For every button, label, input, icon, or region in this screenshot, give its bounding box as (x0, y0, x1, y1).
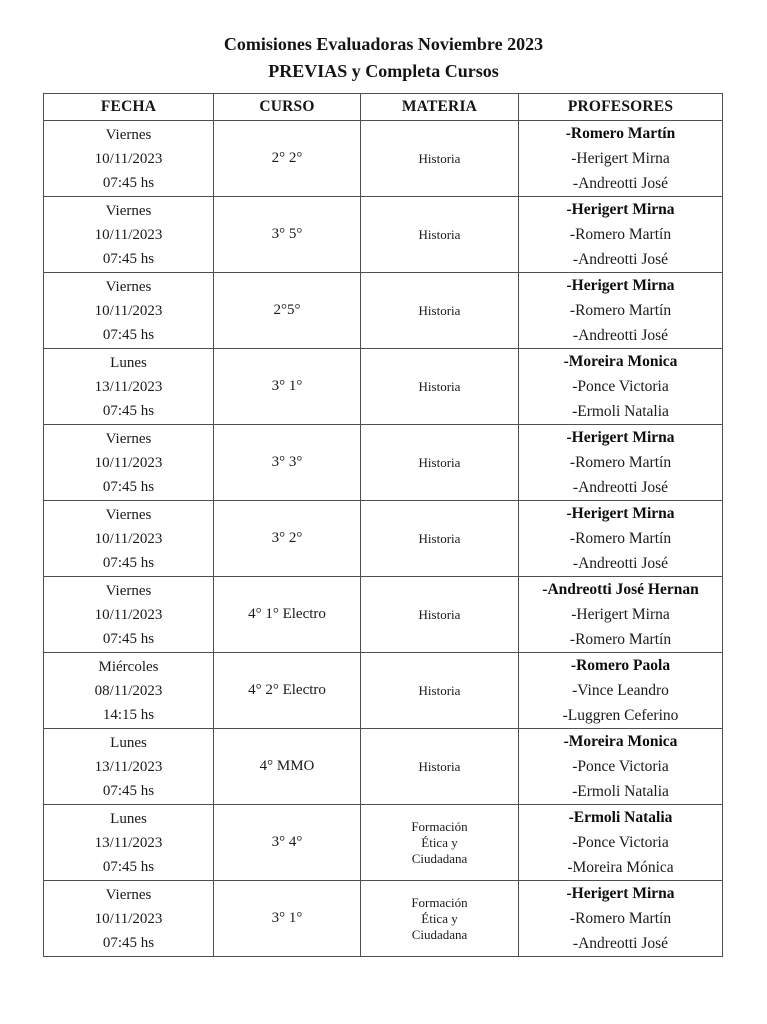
profesor-name: -Herigert Mirna (566, 505, 675, 522)
profesor-name: -Ermoli Natalia (572, 783, 669, 800)
profesores-cell (519, 577, 723, 653)
curso-cell: 2°5° (214, 273, 361, 349)
materia-line: Ciudadana (411, 926, 468, 942)
table-row (44, 577, 723, 653)
curso-cell: 2° 2° (214, 121, 361, 197)
profesor-name: -Herigert Mirna (566, 277, 675, 294)
profesor-name: -Romero Martín (569, 530, 672, 547)
table-row (44, 121, 723, 197)
profesor-name: -Romero Martín (569, 631, 672, 648)
materia-line: Historia (418, 302, 461, 318)
materia-line: Historia (418, 682, 461, 698)
materia-line: Historia (418, 150, 461, 166)
profesor-name: -Ermoli Natalia (568, 809, 673, 826)
fecha-line: Viernes (105, 430, 152, 447)
table-row (44, 805, 723, 881)
curso-cell: 4° MMO (214, 729, 361, 805)
materia-line: Historia (418, 606, 461, 622)
fecha-cell (44, 881, 214, 957)
table-row (44, 729, 723, 805)
fecha-line: Viernes (105, 582, 152, 599)
fecha-line: 10/11/2023 (94, 454, 163, 471)
profesor-name: -Andreotti José (572, 479, 669, 496)
materia-line: Historia (418, 378, 461, 394)
profesor-name: -Andreotti José (572, 555, 669, 572)
profesores-cell (519, 273, 723, 349)
profesor-name: -Herigert Mirna (566, 201, 675, 218)
fecha-line: 07:45 hs (102, 326, 155, 343)
materia-cell (361, 729, 519, 805)
fecha-line: 07:45 hs (102, 174, 155, 191)
materia-cell (361, 273, 519, 349)
fecha-cell (44, 197, 214, 273)
profesor-name: -Herigert Mirna (571, 150, 670, 167)
fecha-line: 07:45 hs (102, 630, 155, 647)
profesores-cell (519, 425, 723, 501)
profesores-cell (519, 349, 723, 425)
profesor-name: -Romero Martín (565, 125, 676, 142)
profesores-cell (519, 197, 723, 273)
column-header-profesores: PROFESORES (519, 94, 723, 121)
fecha-line: 10/11/2023 (94, 302, 163, 319)
materia-cell (361, 653, 519, 729)
fecha-line: 07:45 hs (102, 250, 155, 267)
materia-line: Formación (411, 818, 468, 834)
profesor-name: -Andreotti José (572, 935, 669, 952)
profesor-name: -Ermoli Natalia (572, 403, 669, 420)
fecha-line: 14:15 hs (102, 706, 155, 723)
materia-cell (361, 501, 519, 577)
page-title (0, 0, 767, 85)
fecha-line: 13/11/2023 (94, 758, 163, 775)
table-row (44, 425, 723, 501)
profesor-name: -Andreotti José (572, 327, 669, 344)
profesores-cell (519, 805, 723, 881)
fecha-line: Miércoles (98, 658, 159, 675)
fecha-line: 13/11/2023 (94, 378, 163, 395)
fecha-line: Lunes (110, 354, 147, 371)
fecha-line: 07:45 hs (102, 782, 155, 799)
fecha-cell (44, 653, 214, 729)
profesores-cell (519, 653, 723, 729)
profesores-cell (519, 121, 723, 197)
table-row (44, 501, 723, 577)
materia-line: Historia (418, 530, 461, 546)
fecha-line: 10/11/2023 (94, 530, 163, 547)
table-row (44, 349, 723, 425)
fecha-line: 10/11/2023 (94, 910, 163, 927)
profesor-name: -Herigert Mirna (566, 885, 675, 902)
materia-line: Historia (418, 226, 461, 242)
profesor-name: -Herigert Mirna (566, 429, 675, 446)
materia-line: Ética y (421, 834, 458, 850)
fecha-line: 07:45 hs (102, 478, 155, 495)
profesor-name: -Ponce Victoria (572, 758, 669, 775)
profesor-name: -Romero Paola (570, 657, 671, 674)
curso-cell: 3° 2° (214, 501, 361, 577)
fecha-line: 07:45 hs (102, 554, 155, 571)
profesor-name: -Moreira Mónica (567, 859, 674, 876)
profesor-name: -Moreira Monica (563, 733, 678, 750)
profesor-name: -Romero Martín (569, 226, 672, 243)
fecha-cell (44, 729, 214, 805)
fecha-line: 10/11/2023 (94, 226, 163, 243)
fecha-cell (44, 805, 214, 881)
fecha-cell (44, 121, 214, 197)
table-row (44, 881, 723, 957)
fecha-line: 10/11/2023 (94, 150, 163, 167)
fecha-line: 13/11/2023 (94, 834, 163, 851)
materia-cell (361, 577, 519, 653)
materia-line: Historia (418, 454, 461, 470)
materia-cell (361, 349, 519, 425)
materia-line: Historia (418, 758, 461, 774)
fecha-line: Viernes (105, 886, 152, 903)
materia-cell (361, 197, 519, 273)
fecha-cell (44, 425, 214, 501)
materia-line: Ética y (421, 910, 458, 926)
curso-cell: 4° 1° Electro (214, 577, 361, 653)
fecha-line: 07:45 hs (102, 402, 155, 419)
fecha-line: Viernes (105, 506, 152, 523)
fecha-line: Viernes (105, 278, 152, 295)
column-header-curso: CURSO (214, 94, 361, 121)
curso-cell: 3° 4° (214, 805, 361, 881)
table-header-row (44, 94, 723, 121)
profesor-name: -Romero Martín (569, 302, 672, 319)
fecha-cell (44, 349, 214, 425)
column-header-fecha: FECHA (44, 94, 214, 121)
materia-cell (361, 805, 519, 881)
fecha-line: Viernes (105, 126, 152, 143)
profesor-name: -Moreira Monica (563, 353, 678, 370)
fecha-line: 07:45 hs (102, 934, 155, 951)
profesor-name: -Ponce Victoria (572, 378, 669, 395)
profesores-cell (519, 881, 723, 957)
curso-cell: 3° 1° (214, 881, 361, 957)
materia-cell (361, 121, 519, 197)
table-body (44, 121, 723, 957)
fecha-cell (44, 501, 214, 577)
profesores-cell (519, 501, 723, 577)
materia-cell (361, 881, 519, 957)
materia-cell (361, 425, 519, 501)
profesor-name: -Romero Martín (569, 454, 672, 471)
curso-cell: 3° 3° (214, 425, 361, 501)
fecha-line: 10/11/2023 (94, 606, 163, 623)
profesor-name: -Andreotti José Hernan (542, 581, 699, 598)
table-row (44, 197, 723, 273)
profesor-name: -Ponce Victoria (572, 834, 669, 851)
profesor-name: -Romero Martín (569, 910, 672, 927)
fecha-line: Lunes (110, 734, 147, 751)
fecha-line: Lunes (110, 810, 147, 827)
table-row (44, 273, 723, 349)
materia-line: Formación (411, 894, 468, 910)
fecha-cell (44, 577, 214, 653)
curso-cell: 3° 1° (214, 349, 361, 425)
commissions-table (43, 93, 723, 957)
column-header-materia: MATERIA (361, 94, 519, 121)
fecha-line: 08/11/2023 (94, 682, 163, 699)
table-row (44, 653, 723, 729)
page-title-line1: Comisiones Evaluadoras Noviembre 2023 (223, 34, 544, 54)
profesores-cell (519, 729, 723, 805)
fecha-line: Viernes (105, 202, 152, 219)
profesor-name: -Luggren Ceferino (562, 707, 679, 724)
page-title-line2: PREVIAS y Completa Cursos (268, 61, 499, 81)
curso-cell: 3° 5° (214, 197, 361, 273)
curso-cell: 4° 2° Electro (214, 653, 361, 729)
fecha-line: 07:45 hs (102, 858, 155, 875)
materia-line: Ciudadana (411, 850, 468, 866)
profesor-name: -Andreotti José (572, 175, 669, 192)
fecha-cell (44, 273, 214, 349)
profesor-name: -Vince Leandro (572, 682, 669, 699)
profesor-name: -Herigert Mirna (571, 606, 670, 623)
profesor-name: -Andreotti José (572, 251, 669, 268)
